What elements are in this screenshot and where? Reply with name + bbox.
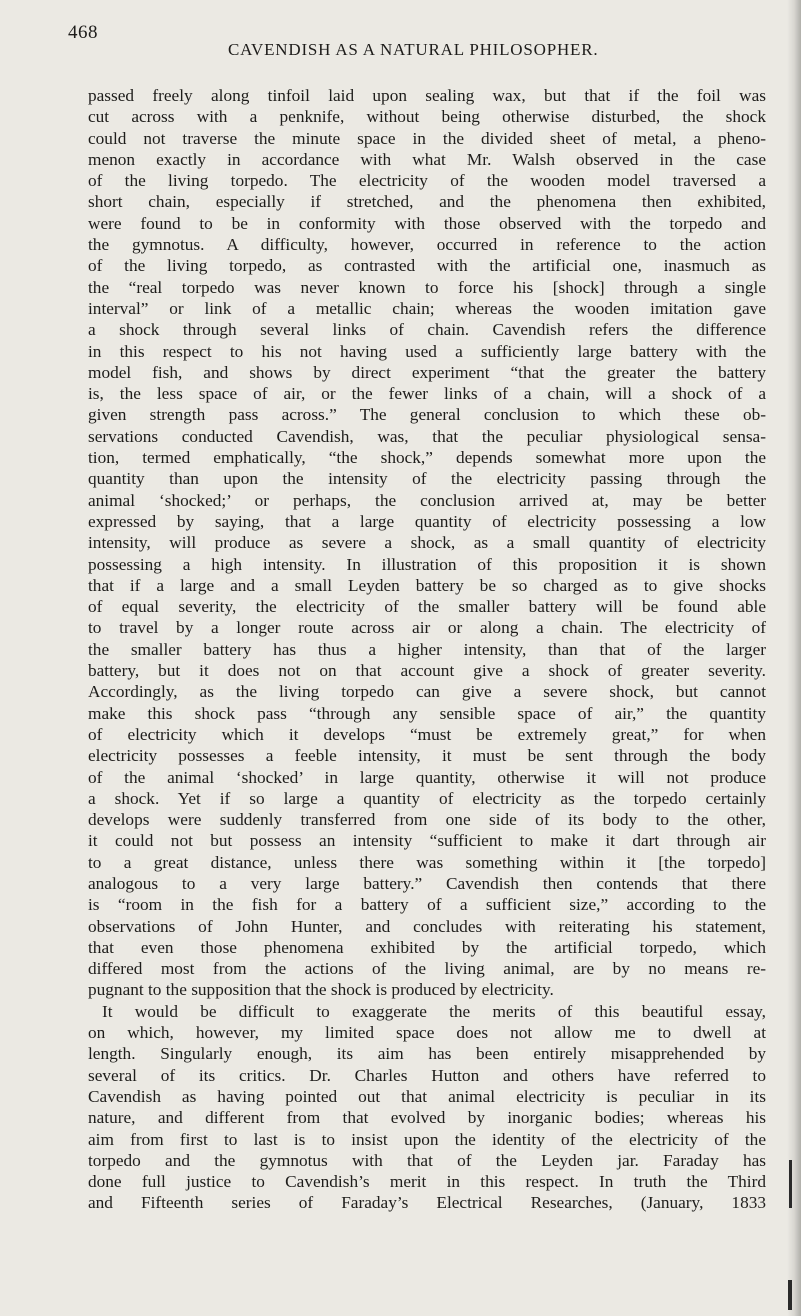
text-line: passed freely along tinfoil laid upon sealing wax, but that if the foil was xyxy=(88,86,766,105)
text-line: the gymnotus. A difficulty, however, occurred in reference to the action xyxy=(88,235,766,255)
text-line: that if a large and a small Leyden battery be so charged as to give shocks xyxy=(88,575,766,595)
text-line: possessing a high intensity. In illustration of this proposition it is shown xyxy=(88,554,766,574)
text-line: analogous to a very large battery.” Cavendish then contends that there xyxy=(88,873,766,893)
text-line: Cavendish as having pointed out that animal electricity is peculiar in its xyxy=(88,1086,766,1106)
text-line: pugnant to the supposition that the shock is produced by electricity. xyxy=(88,980,554,1000)
text-line: of the living torpedo, as contrasted with the artificial one, inasmuch as xyxy=(88,256,766,276)
text-line: to a great distance, unless there was something within it [the torpedo] xyxy=(88,852,766,872)
text-line: expressed by saying, that a large quantity of electricity possessing a low xyxy=(88,511,766,531)
text-line: in this respect to his not having used a sufficiently large battery with the xyxy=(88,341,766,361)
text-line: develops were suddenly transferred from one side of its body to the other, xyxy=(88,810,766,830)
text-line: quantity than upon the intensity of the electricity passing through the xyxy=(88,469,766,489)
text-line: a shock. Yet if so large a quantity of electricity as the torpedo certainly xyxy=(88,788,766,808)
text-line: of the animal ‘shocked’ in large quantity, otherwise it will not produce xyxy=(88,767,766,787)
text-line: on which, however, my limited space does not allow me to dwell at xyxy=(88,1023,766,1043)
text-line: intensity, will produce as severe a shock, as a small quantity of electricity xyxy=(88,533,766,553)
text-line: it could not but possess an intensity “sufficient to make it dart through air xyxy=(88,831,766,851)
text-line: is “room in the fish for a battery of a sufficient size,” according to the xyxy=(88,895,766,915)
text-line: of the living torpedo. The electricity of the wooden model traversed a xyxy=(88,171,766,191)
text-line: done full justice to Cavendish’s merit in this respect. In truth the Third xyxy=(88,1172,766,1192)
text-line: were found to be in conformity with those observed with the torpedo and xyxy=(88,213,766,233)
text-line: battery, but it does not on that account give a shock of greater severity. xyxy=(88,661,766,681)
text-line: differed most from the actions of the living animal, are by no means re- xyxy=(88,959,766,979)
text-line: to travel by a longer route across air or along a chain. The electricity of xyxy=(88,618,766,638)
page-header xyxy=(0,22,801,62)
text-line: the smaller battery has thus a higher intensity, than that of the larger xyxy=(88,639,766,659)
text-line: could not traverse the minute space in the divided sheet of metal, a pheno- xyxy=(88,128,766,148)
body-text xyxy=(88,85,766,1214)
page-number: 468 xyxy=(68,22,98,43)
text-line: cut across with a penknife, without being otherwise disturbed, the shock xyxy=(88,107,766,127)
text-line: observations of John Hunter, and concludes with reiterating his statement, xyxy=(88,916,766,936)
text-line: nature, and different from that evolved by inorganic bodies; whereas his xyxy=(88,1108,766,1128)
text-line: interval” or link of a metallic chain; whereas the wooden imitation gave xyxy=(88,298,766,318)
paragraph-first-line: It would be difficult to exaggerate the merits of this beautiful essay, xyxy=(102,1001,766,1021)
text-line: model fish, and shows by direct experiment “that the greater the battery xyxy=(88,362,766,382)
text-line: torpedo and the gymnotus with that of the Leyden jar. Faraday has xyxy=(88,1150,766,1170)
text-line: animal ‘shocked;’ or perhaps, the conclusion arrived at, may be better xyxy=(88,490,766,510)
text-line: aim from first to last is to insist upon the identity of the electricity of the xyxy=(88,1129,766,1149)
text-line: of equal severity, the electricity of the smaller battery will be found able xyxy=(88,597,766,617)
text-line: servations conducted Cavendish, was, that the peculiar physiological sensa- xyxy=(88,426,766,446)
text-line: tion, termed emphatically, “the shock,” depends somewhat more upon the xyxy=(88,448,766,468)
text-line: several of its critics. Dr. Charles Hutton and others have referred to xyxy=(88,1065,766,1085)
text-line: make this shock pass “through any sensible space of air,” the quantity xyxy=(88,703,766,723)
running-head: CAVENDISH AS A NATURAL PHILOSOPHER. xyxy=(228,40,599,59)
text-line: the “real torpedo was never known to force his [shock] through a single xyxy=(88,277,766,297)
text-line: length. Singularly enough, its aim has been entirely misapprehended by xyxy=(88,1044,766,1064)
text-line: a shock through several links of chain. Cavendish refers the difference xyxy=(88,320,766,340)
text-line: given strength pass across.” The general conclusion to which these ob- xyxy=(88,405,766,425)
page-edge-mark xyxy=(788,1280,792,1310)
text-line: electricity possesses a feeble intensity, it must be sent through the body xyxy=(88,746,766,766)
text-line: and Fifteenth series of Faraday’s Electrical Researches, (January, 1833 xyxy=(88,1193,766,1213)
text-line: is, the less space of air, or the fewer links of a chain, will a shock of a xyxy=(88,384,766,404)
page-edge-mark xyxy=(789,1160,792,1208)
text-line: that even those phenomena exhibited by the artificial torpedo, which xyxy=(88,937,766,957)
text-line: short chain, especially if stretched, and the phenomena then exhibited, xyxy=(88,192,766,212)
text-line: menon exactly in accordance with what Mr. Walsh observed in the case xyxy=(88,149,766,169)
page-edge-shadow xyxy=(787,0,801,1316)
text-line: Accordingly, as the living torpedo can give a severe shock, but cannot xyxy=(88,682,766,702)
text-line: of electricity which it develops “must be extremely great,” for when xyxy=(88,724,766,744)
